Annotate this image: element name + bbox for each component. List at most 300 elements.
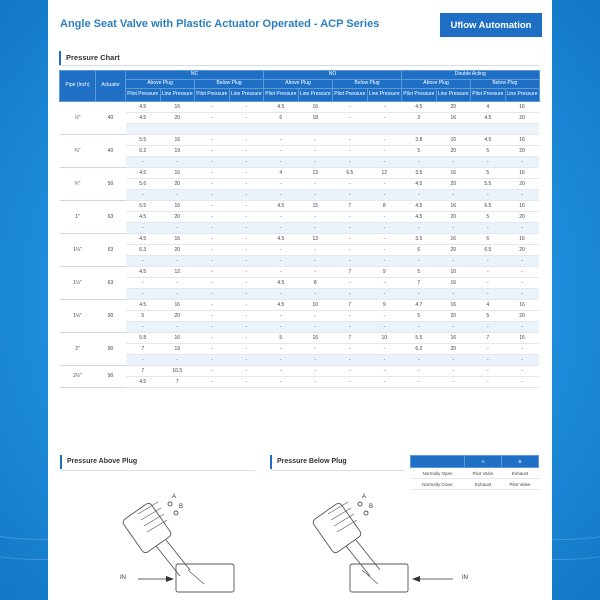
pressure-cell: 12 — [367, 167, 402, 178]
pressure-cell: - — [333, 365, 368, 376]
pressure-cell: - — [229, 167, 264, 178]
pressure-cell: 10 — [367, 332, 402, 343]
pressure-cell: 5.6 — [126, 178, 161, 189]
pressure-cell: 5 — [471, 167, 506, 178]
pressure-cell: 5 — [471, 211, 506, 222]
ab-header-a: A — [464, 456, 501, 468]
pressure-cell: 7 — [333, 266, 368, 277]
pressure-cell: - — [333, 244, 368, 255]
pressure-cell: - — [229, 211, 264, 222]
pressure-cell: - — [126, 354, 161, 365]
pressure-cell: 16 — [505, 134, 539, 145]
pressure-cell: - — [195, 365, 230, 376]
pressure-cell: - — [195, 255, 230, 266]
pressure-cell: - — [195, 233, 230, 244]
pressure-cell: - — [333, 211, 368, 222]
table-row — [60, 200, 540, 211]
pressure-cell: - — [126, 321, 161, 332]
pressure-cell: - — [436, 376, 471, 387]
pressure-cell: - — [195, 310, 230, 321]
pressure-cell: - — [505, 321, 539, 332]
pressure-cell: 16 — [436, 299, 471, 310]
pressure-cell: - — [298, 310, 333, 321]
pressure-cell: - — [264, 288, 299, 299]
pressure-cell: - — [229, 200, 264, 211]
pressure-cell: - — [471, 343, 506, 354]
pressure-cell: 16 — [160, 134, 195, 145]
pressure-cell: - — [367, 233, 402, 244]
actuator-size: 90 — [96, 299, 126, 332]
pressure-cell: - — [505, 266, 539, 277]
pressure-cell: - — [471, 376, 506, 387]
pressure-cell: 16 — [436, 277, 471, 288]
pressure-cell: - — [436, 354, 471, 365]
document-title: Angle Seat Valve with Plastic Actuator Operated - ACP Series — [60, 18, 380, 30]
pressure-cell: - — [367, 310, 402, 321]
pressure-cell — [229, 124, 264, 135]
ab-header-b: B — [501, 456, 538, 468]
pressure-cell: 5.5 — [126, 200, 161, 211]
pressure-cell: 5 — [402, 266, 437, 277]
table-row — [60, 299, 540, 310]
table-row — [60, 145, 540, 156]
pressure-below-plug-title: Pressure Below Plug — [270, 455, 347, 469]
pressure-cell: 4 — [264, 167, 299, 178]
pressure-cell: - — [367, 343, 402, 354]
leaf-line-pressure: Line Pressure — [505, 89, 539, 102]
pressure-cell: - — [126, 156, 161, 167]
pressure-cell: - — [367, 354, 402, 365]
actuator-size: 90 — [96, 365, 126, 387]
pressure-cell: - — [333, 156, 368, 167]
pressure-cell: - — [298, 376, 333, 387]
pressure-cell: 16 — [505, 167, 539, 178]
group-nc: NC — [126, 71, 264, 80]
pressure-cell: 7 — [402, 277, 437, 288]
pressure-cell: 16 — [436, 200, 471, 211]
pressure-cell: 20 — [160, 113, 195, 124]
pressure-cell: - — [195, 178, 230, 189]
pressure-cell: - — [333, 113, 368, 124]
pressure-cell — [126, 124, 161, 135]
pressure-cell: - — [298, 189, 333, 200]
ab-b: Pilot Valve — [501, 479, 538, 490]
table-row — [60, 233, 540, 244]
pressure-cell: - — [264, 266, 299, 277]
pressure-cell: 4.5 — [402, 178, 437, 189]
pressure-cell: 10.5 — [160, 365, 195, 376]
ab-header-blank — [411, 456, 465, 468]
table-row — [60, 266, 540, 277]
pressure-cell: - — [333, 134, 368, 145]
pressure-cell: 4.5 — [471, 134, 506, 145]
pressure-cell: 20 — [436, 145, 471, 156]
pressure-cell: - — [195, 299, 230, 310]
pressure-cell: - — [298, 211, 333, 222]
pressure-cell: 7 — [333, 332, 368, 343]
table-row — [60, 244, 540, 255]
pressure-cell: - — [367, 113, 402, 124]
pressure-cell: - — [471, 266, 506, 277]
table-row — [60, 343, 540, 354]
sub-above: Above Plug — [264, 80, 333, 89]
pressure-cell: - — [264, 178, 299, 189]
leaf-line-pressure: Line Pressure — [160, 89, 195, 102]
ab-a: Exhaust — [464, 479, 501, 490]
valve-diagram-below-plug — [298, 480, 468, 600]
pressure-cell: - — [264, 365, 299, 376]
table-row — [411, 468, 539, 479]
pressure-cell: 20 — [160, 310, 195, 321]
pressure-cell: - — [229, 222, 264, 233]
datasheet-page — [48, 0, 552, 600]
pressure-cell: 6.5 — [471, 200, 506, 211]
section-divider — [270, 470, 405, 471]
pressure-cell: 4.5 — [402, 200, 437, 211]
pressure-cell: - — [333, 145, 368, 156]
pressure-cell: 4.5 — [126, 299, 161, 310]
pressure-cell: 16 — [505, 102, 539, 113]
leaf-pilot-pressure: Pilot Pressure — [471, 89, 506, 102]
pressure-cell: 6 — [264, 113, 299, 124]
in-label: IN — [462, 575, 468, 581]
pressure-cell: - — [264, 321, 299, 332]
pressure-cell: - — [505, 156, 539, 167]
leaf-pilot-pressure: Pilot Pressure — [195, 89, 230, 102]
pressure-cell: 4 — [471, 299, 506, 310]
col-pipe: Pipe (Inch) — [60, 71, 96, 102]
pressure-cell: - — [229, 288, 264, 299]
pressure-cell: - — [298, 145, 333, 156]
pressure-cell: 16 — [298, 102, 333, 113]
pressure-cell: 8 — [298, 277, 333, 288]
pressure-cell: 20 — [436, 211, 471, 222]
pressure-cell: - — [229, 233, 264, 244]
pressure-cell: - — [126, 255, 161, 266]
pressure-cell: - — [126, 288, 161, 299]
pressure-cell: - — [160, 156, 195, 167]
table-row — [60, 178, 540, 189]
pressure-cell: - — [126, 277, 161, 288]
pressure-cell: - — [436, 156, 471, 167]
pressure-cell: - — [333, 102, 368, 113]
pressure-cell: - — [505, 189, 539, 200]
pressure-cell: - — [160, 354, 195, 365]
pressure-cell: - — [229, 178, 264, 189]
pressure-cell: - — [264, 134, 299, 145]
pressure-cell: - — [471, 189, 506, 200]
pressure-cell: - — [195, 189, 230, 200]
pressure-cell: 4.5 — [264, 233, 299, 244]
actuator-size: 63 — [96, 200, 126, 233]
ab-mode: Normally Open — [411, 468, 465, 479]
pressure-cell: - — [505, 255, 539, 266]
pressure-cell: - — [367, 365, 402, 376]
pressure-cell: - — [264, 156, 299, 167]
sub-below: Below Plug — [195, 80, 264, 89]
pressure-cell: - — [195, 266, 230, 277]
pressure-cell: - — [229, 244, 264, 255]
pressure-cell: 4 — [471, 102, 506, 113]
pressure-cell: - — [367, 189, 402, 200]
pressure-cell: 16 — [505, 200, 539, 211]
pressure-cell: - — [229, 255, 264, 266]
pressure-cell: - — [195, 102, 230, 113]
pressure-cell: - — [195, 321, 230, 332]
pressure-cell: 4.5 — [471, 113, 506, 124]
pressure-cell: - — [264, 310, 299, 321]
pressure-cell: - — [195, 343, 230, 354]
port-b-label: B — [179, 504, 184, 510]
pressure-cell: 18 — [298, 113, 333, 124]
pressure-cell — [471, 124, 506, 135]
pressure-cell: - — [402, 288, 437, 299]
sub-below: Below Plug — [333, 80, 402, 89]
pressure-cell: - — [298, 321, 333, 332]
pressure-cell: 6.3 — [126, 244, 161, 255]
pressure-cell: - — [195, 354, 230, 365]
pressure-cell: 20 — [436, 178, 471, 189]
table-row — [60, 211, 540, 222]
pressure-cell: - — [229, 134, 264, 145]
pressure-cell: - — [505, 376, 539, 387]
pressure-cell: 20 — [505, 113, 539, 124]
pressure-cell: - — [505, 354, 539, 365]
pressure-cell: - — [298, 343, 333, 354]
pressure-cell: 4.5 — [126, 233, 161, 244]
pressure-cell: - — [264, 189, 299, 200]
pressure-cell: 20 — [436, 343, 471, 354]
pressure-cell: 9 — [367, 299, 402, 310]
pressure-cell: - — [333, 233, 368, 244]
pressure-cell: - — [367, 156, 402, 167]
pressure-cell: - — [333, 178, 368, 189]
pressure-cell: - — [333, 222, 368, 233]
pressure-cell: - — [505, 365, 539, 376]
pressure-cell: - — [195, 167, 230, 178]
pressure-cell — [436, 124, 471, 135]
pressure-cell: - — [471, 277, 506, 288]
pressure-cell: 3.8 — [402, 134, 437, 145]
pressure-cell: 16 — [160, 102, 195, 113]
table-row — [60, 156, 540, 167]
pressure-cell: - — [229, 299, 264, 310]
pressure-cell: 16 — [505, 332, 539, 343]
pressure-cell — [333, 124, 368, 135]
pressure-cell: - — [195, 113, 230, 124]
ab-mode: Normally Close — [411, 479, 465, 490]
leaf-pilot-pressure: Pilot Pressure — [333, 89, 368, 102]
pressure-cell: - — [229, 189, 264, 200]
pressure-cell — [402, 124, 437, 135]
pipe-size: 1¼" — [60, 233, 96, 266]
table-row — [60, 376, 540, 387]
pipe-size: ¾" — [60, 167, 96, 200]
pressure-cell: - — [505, 288, 539, 299]
pressure-cell: 8 — [367, 200, 402, 211]
pressure-cell: - — [160, 222, 195, 233]
pressure-cell: - — [195, 211, 230, 222]
pressure-cell: - — [264, 145, 299, 156]
pressure-cell: - — [367, 178, 402, 189]
pressure-cell: - — [471, 222, 506, 233]
pressure-cell: - — [160, 288, 195, 299]
pressure-cell: - — [298, 266, 333, 277]
pressure-cell: - — [298, 178, 333, 189]
pressure-cell: 6 — [402, 244, 437, 255]
pressure-cell: 10 — [436, 266, 471, 277]
pressure-cell: 20 — [436, 102, 471, 113]
pressure-cell: - — [195, 277, 230, 288]
port-a-label: A — [362, 494, 367, 500]
pressure-cell: - — [402, 222, 437, 233]
pressure-cell: 4.5 — [264, 200, 299, 211]
actuator-size: 63 — [96, 233, 126, 266]
pressure-cell: - — [264, 354, 299, 365]
section-divider — [59, 65, 539, 66]
pressure-cell: - — [126, 189, 161, 200]
pressure-cell: - — [195, 376, 230, 387]
pressure-cell: - — [367, 288, 402, 299]
leaf-pilot-pressure: Pilot Pressure — [126, 89, 161, 102]
pressure-cell: - — [436, 189, 471, 200]
table-row — [60, 167, 540, 178]
pressure-cell: - — [436, 222, 471, 233]
pressure-cell: 5 — [402, 145, 437, 156]
table-row — [60, 255, 540, 266]
pressure-cell: 16 — [505, 299, 539, 310]
pressure-cell: - — [229, 343, 264, 354]
pressure-cell: 15 — [298, 200, 333, 211]
pressure-cell: 4.5 — [264, 299, 299, 310]
pipe-size: 1" — [60, 200, 96, 233]
header — [48, 0, 552, 42]
pressure-cell: 16 — [160, 167, 195, 178]
table-row — [60, 310, 540, 321]
pressure-cell: - — [264, 244, 299, 255]
pressure-cell: 19 — [160, 343, 195, 354]
pressure-cell: - — [298, 354, 333, 365]
pressure-cell: - — [333, 288, 368, 299]
pressure-cell: 5 — [471, 145, 506, 156]
pressure-cell: - — [505, 222, 539, 233]
pressure-cell: 5 — [402, 310, 437, 321]
pressure-cell: 20 — [436, 244, 471, 255]
pressure-cell: - — [160, 277, 195, 288]
pressure-above-plug-title: Pressure Above Plug — [60, 455, 137, 469]
pressure-cell: 12 — [160, 266, 195, 277]
pressure-cell — [298, 124, 333, 135]
pressure-cell: 7 — [126, 343, 161, 354]
pipe-size: ¾" — [60, 134, 96, 167]
pressure-cell: 16 — [436, 134, 471, 145]
pressure-cell: 5 — [264, 332, 299, 343]
pressure-chart-title: Pressure Chart — [59, 51, 120, 65]
pressure-cell: - — [471, 156, 506, 167]
table-row — [60, 113, 540, 124]
pressure-cell: - — [298, 134, 333, 145]
actuator-size: 40 — [96, 102, 126, 135]
actuator-size: 50 — [96, 167, 126, 200]
pressure-cell: - — [333, 343, 368, 354]
pressure-cell: 9 — [367, 266, 402, 277]
pressure-cell — [367, 124, 402, 135]
pressure-cell: 4.5 — [264, 277, 299, 288]
pressure-cell: - — [333, 255, 368, 266]
ab-b: Exhaust — [501, 468, 538, 479]
pressure-cell: 4.7 — [402, 299, 437, 310]
pressure-cell: 13 — [298, 167, 333, 178]
pressure-cell: - — [229, 145, 264, 156]
pressure-cell: - — [298, 222, 333, 233]
pressure-cell: 4.5 — [126, 113, 161, 124]
pressure-cell: - — [264, 255, 299, 266]
pressure-cell — [264, 124, 299, 135]
table-row — [60, 365, 540, 376]
pressure-cell: - — [298, 244, 333, 255]
pressure-cell: 20 — [160, 178, 195, 189]
table-row — [60, 124, 540, 135]
pressure-cell: - — [195, 222, 230, 233]
pressure-cell: - — [367, 145, 402, 156]
pipe-size: ½" — [60, 102, 96, 135]
pressure-cell: 5.5 — [471, 178, 506, 189]
pressure-cell: 5.8 — [126, 332, 161, 343]
pressure-cell: - — [195, 156, 230, 167]
pressure-cell: - — [471, 288, 506, 299]
section-divider — [60, 470, 255, 471]
pressure-cell: 16 — [436, 332, 471, 343]
in-label: IN — [120, 575, 126, 581]
leaf-line-pressure: Line Pressure — [298, 89, 333, 102]
pressure-cell: 4.5 — [126, 376, 161, 387]
pressure-cell: 13 — [298, 233, 333, 244]
valve-diagram-above-plug — [108, 480, 258, 600]
pressure-cell: - — [160, 255, 195, 266]
pressure-cell: 16 — [436, 113, 471, 124]
pressure-cell: 7 — [471, 332, 506, 343]
pressure-cell: 4.5 — [126, 211, 161, 222]
pressure-cell: - — [229, 156, 264, 167]
pressure-cell: - — [402, 255, 437, 266]
actuator-size: 40 — [96, 134, 126, 167]
pressure-cell: - — [436, 288, 471, 299]
pressure-cell: - — [298, 255, 333, 266]
group-no: NO — [264, 71, 402, 80]
pressure-cell: - — [367, 244, 402, 255]
pipe-size: 1½" — [60, 299, 96, 332]
pressure-cell: - — [436, 255, 471, 266]
pressure-cell: 4.5 — [126, 102, 161, 113]
pressure-cell: 20 — [160, 211, 195, 222]
pressure-cell: 6.2 — [126, 145, 161, 156]
pressure-cell: - — [195, 200, 230, 211]
pressure-cell: 4.5 — [126, 167, 161, 178]
table-row — [60, 354, 540, 365]
pressure-cell — [195, 124, 230, 135]
pressure-cell: - — [367, 222, 402, 233]
pressure-cell: 3.5 — [402, 233, 437, 244]
pressure-cell: - — [402, 365, 437, 376]
pressure-cell: - — [264, 222, 299, 233]
pressure-cell: 20 — [505, 211, 539, 222]
pressure-cell: - — [367, 102, 402, 113]
pressure-cell: 5.5 — [126, 134, 161, 145]
pressure-cell: - — [229, 354, 264, 365]
table-row — [60, 222, 540, 233]
pressure-cell: - — [367, 376, 402, 387]
pressure-cell: - — [160, 321, 195, 332]
